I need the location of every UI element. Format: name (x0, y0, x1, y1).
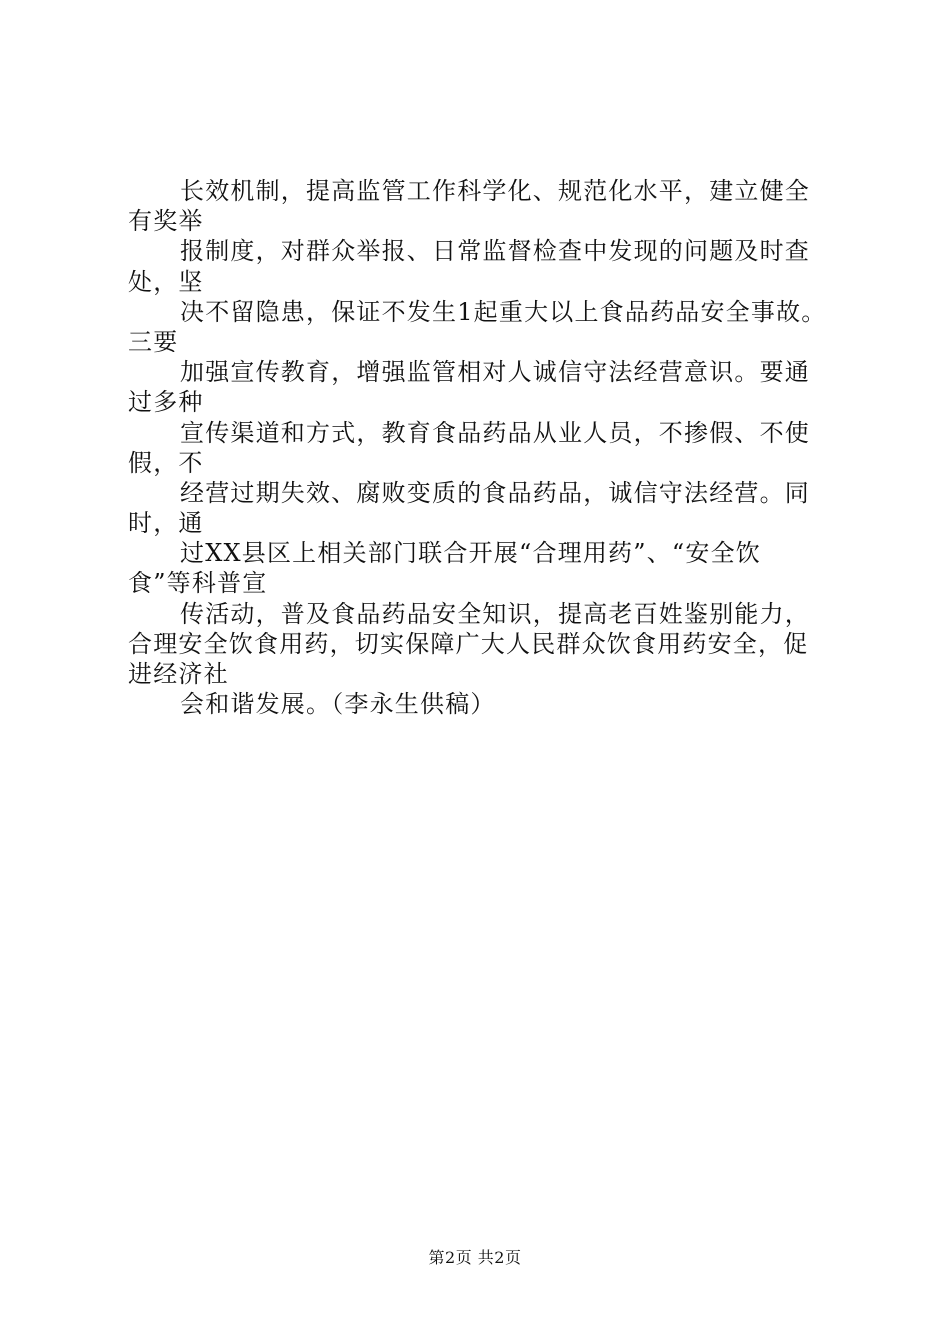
text-line: 过多种 (128, 388, 204, 417)
body-text (128, 176, 848, 719)
text-line: 决不留隐患，保证不发生1起重大以上食品药品安全事故。 (180, 297, 827, 326)
text-line: 会和谐发展。（李永生供稿） (180, 690, 496, 719)
text-line: 三要 (128, 327, 179, 356)
text-line: 假，不 (128, 448, 204, 477)
text-line: 宣传渠道和方式，教育食品药品从业人员，不掺假、不使 (180, 418, 810, 447)
page-footer (0, 1245, 950, 1268)
text-line: 长效机制，提高监管工作科学化、规范化水平，建立健全 (180, 177, 810, 205)
text-line: 食”等科普宣 (128, 569, 268, 598)
page-number: 第2页 共2页 (428, 1248, 522, 1267)
text-line: 加强宣传教育，增强监管相对人诚信守法经营意识。要通 (180, 358, 810, 387)
text-line: 报制度，对群众举报、日常监督检查中发现的问题及时查 (180, 237, 810, 266)
text-line: 进经济社 (128, 660, 229, 688)
text-line: 处，坚 (128, 267, 204, 296)
text-line: 传活动，普及食品药品安全知识，提高老百姓鉴别能力， (180, 599, 810, 628)
text-line: 过XX县区上相关部门联合开展“合理用药”、“安全饮 (180, 539, 761, 568)
text-line: 经营过期失效、腐败变质的食品药品，诚信守法经营。同 (180, 478, 810, 507)
text-line: 合理安全饮食用药，切实保障广大人民群众饮食用药安全，促 (128, 629, 809, 658)
text-line: 有奖举 (128, 207, 204, 236)
text-line: 时，通 (128, 509, 204, 538)
